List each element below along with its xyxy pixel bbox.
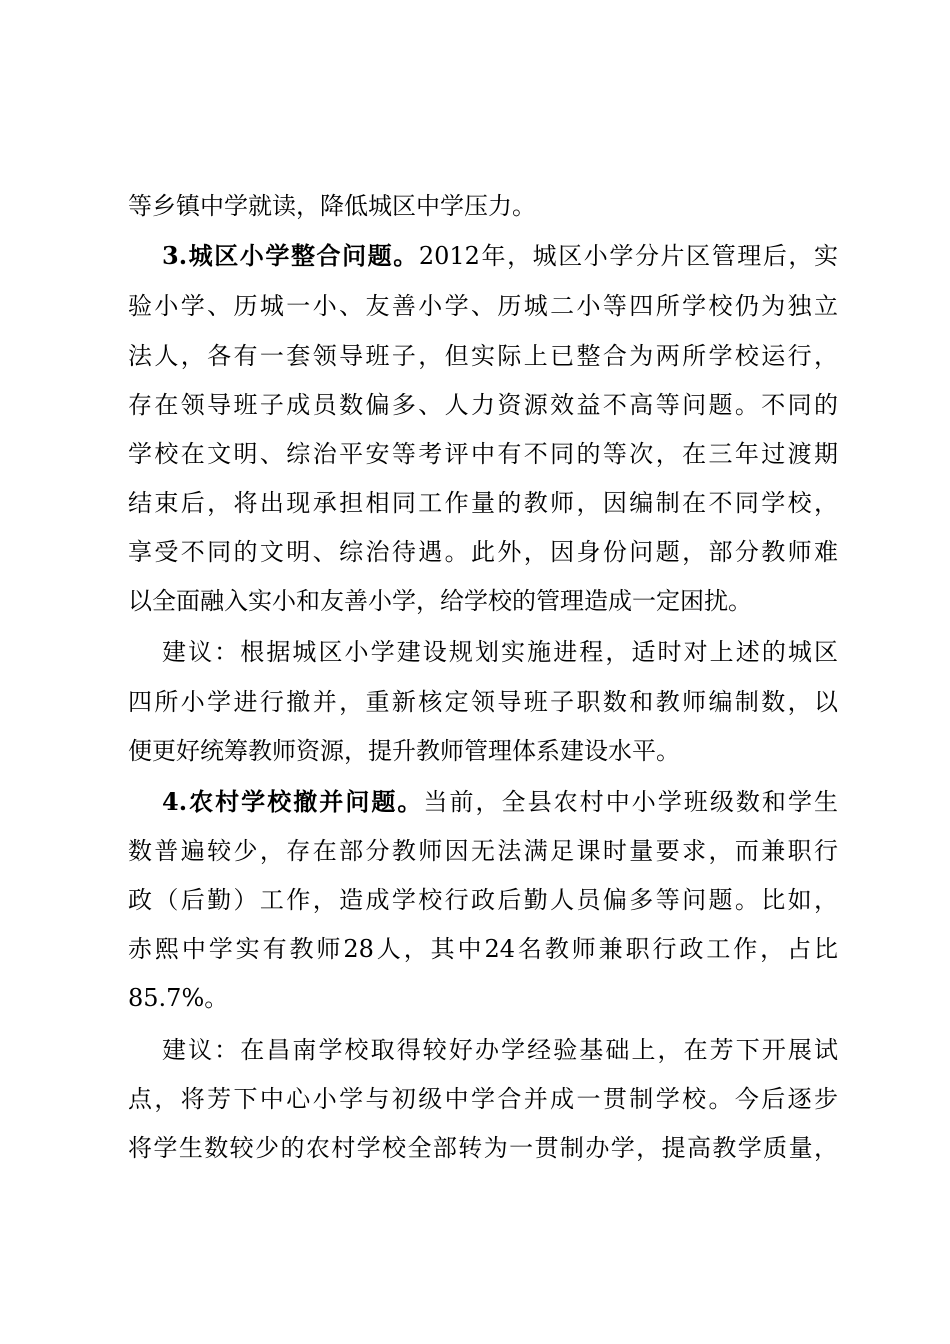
- paragraph-line: 验小学、历城一小、友善小学、历城二小等四所学校仍为独立: [128, 292, 838, 320]
- suggestion-line: 建议：在昌南学校取得较好办学经验基础上，在芳下开展试: [162, 1036, 838, 1064]
- paragraph-line: 存在领导班子成员数偏多、人力资源效益不高等问题。不同的: [128, 391, 838, 419]
- paragraph-line: 等乡镇中学就读，降低城区中学压力。: [128, 192, 536, 220]
- suggestion-line: 将学生数较少的农村学校全部转为一贯制办学，提高教学质量，: [128, 1134, 838, 1162]
- section-3-heading: 3.城区小学整合问题。: [162, 241, 419, 270]
- section-4-heading: 4.农村学校撤并问题。: [162, 787, 424, 816]
- suggestion-line: 建议：根据城区小学建设规划实施进程，适时对上述的城区: [162, 638, 838, 666]
- suggestion-line: 便更好统筹教师资源，提升教师管理体系建设水平。: [128, 737, 680, 765]
- suggestion-line: 点，将芳下中心小学与初级中学合并成一贯制学校。今后逐步: [128, 1085, 838, 1113]
- paragraph-line: 政（后勤）工作，造成学校行政后勤人员偏多等问题。比如，: [128, 886, 838, 914]
- paragraph-line: 以全面融入实小和友善小学，给学校的管理造成一定困扰。: [128, 587, 752, 615]
- paragraph-line: 2012年，城区小学分片区管理后，实: [418, 242, 839, 270]
- paragraph-line: 数普遍较少，存在部分教师因无法满足课时量要求，而兼职行: [128, 837, 838, 865]
- suggestion-line: 四所小学进行撤并，重新核定领导班子职数和教师编制数，以: [128, 688, 838, 716]
- paragraph-line: 学校在文明、综治平安等考评中有不同的等次，在三年过渡期: [128, 440, 838, 468]
- paragraph-line: 当前，全县农村中小学班级数和学生: [423, 788, 838, 816]
- paragraph-line: 法人，各有一套领导班子，但实际上已整合为两所学校运行，: [128, 342, 838, 370]
- paragraph-line: 结束后，将出现承担相同工作量的教师，因编制在不同学校，: [128, 489, 838, 517]
- section-4-first-line: [162, 782, 838, 822]
- paragraph-line: 享受不同的文明、综治待遇。此外，因身份问题，部分教师难: [128, 538, 838, 566]
- paragraph-line: 85.7%。: [128, 984, 229, 1012]
- section-3-first-line: [162, 236, 838, 276]
- paragraph-line: 赤熙中学实有教师28人，其中24名教师兼职行政工作，占比: [128, 935, 838, 963]
